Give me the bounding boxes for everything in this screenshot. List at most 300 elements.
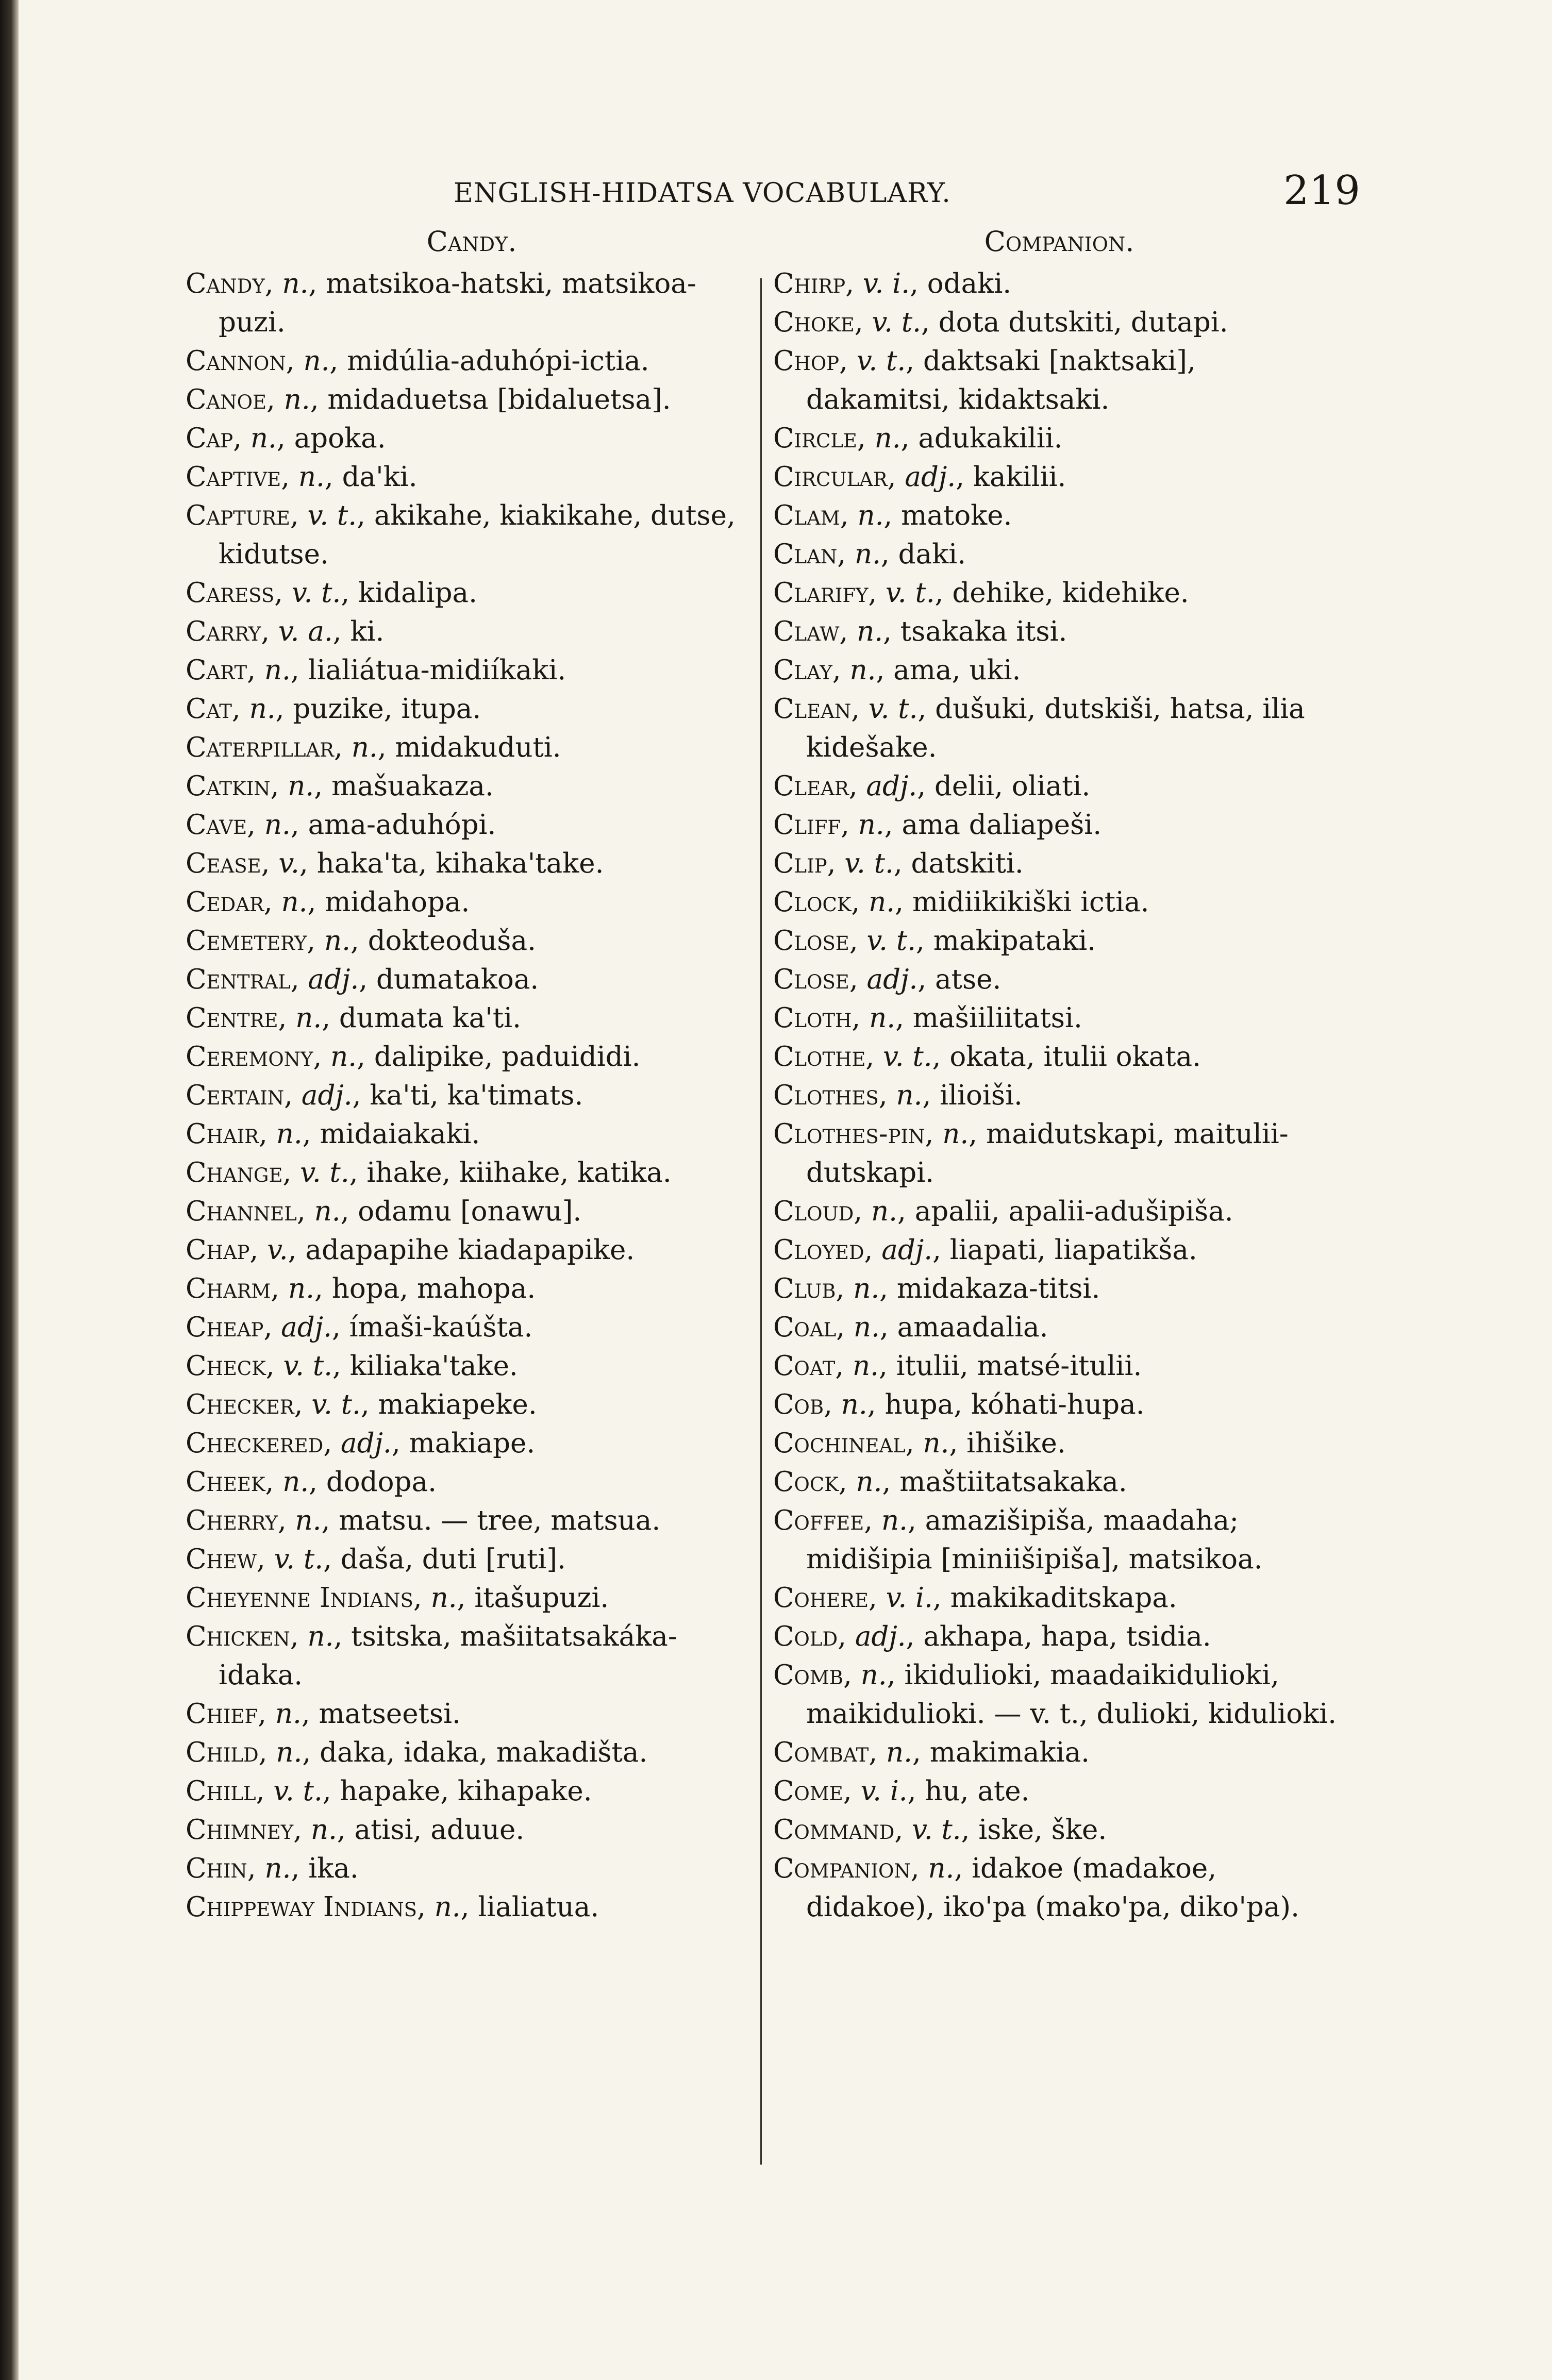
entry-part-of-speech: adj. — [855, 1621, 906, 1652]
entry-part-of-speech: n. — [264, 1853, 291, 1884]
entry-definition: odamu [onawu]. — [358, 1196, 582, 1227]
entry-definition: dota dutskiti, dutapi. — [938, 307, 1228, 338]
entry-headword: Checkered, — [186, 1428, 332, 1459]
entry-headword: Coffee, — [773, 1505, 873, 1536]
entry-part-of-speech: v. t. — [856, 345, 906, 377]
entry-definition: hapake, kihapake. — [340, 1775, 592, 1807]
guide-word-left: Candy. — [426, 225, 517, 258]
entry-headword: Cedar, — [186, 886, 273, 918]
entry-definition: ikidulioki, maadaikidulioki, maikidulioki. — v. t., dulioki, kidulioki. — [806, 1660, 1337, 1730]
entry-headword: Caress, — [186, 577, 283, 609]
entry-part-of-speech: n. — [896, 1080, 923, 1111]
entry-part-of-speech: n. — [860, 1660, 887, 1691]
entry-definition: atisi, aduue. — [354, 1814, 525, 1846]
entry-definition: midiikikiški ictia. — [912, 886, 1149, 918]
entry-part-of-speech: n. — [928, 1853, 955, 1884]
vocabulary-entry: Centre, n., dumata ka'ti. — [186, 1002, 521, 1034]
entry-headword: Check, — [186, 1350, 275, 1382]
entry-part-of-speech: v. t. — [291, 577, 341, 609]
entry-headword: Caterpillar, — [186, 732, 343, 763]
entry-part-of-speech: n. — [874, 423, 901, 454]
entry-definition: dalipike, paduididi. — [374, 1041, 641, 1072]
entry-headword: Club, — [773, 1273, 845, 1304]
entry-part-of-speech: n. — [881, 1505, 908, 1536]
entry-headword: Charm, — [186, 1273, 280, 1304]
entry-part-of-speech: n. — [314, 1196, 341, 1227]
entry-definition: adukakilii. — [918, 423, 1063, 454]
vocabulary-entry: Cedar, n., midahopa. — [186, 886, 470, 918]
entry-headword: Circular, — [773, 461, 896, 493]
vocabulary-entry: Cannon, n., midúlia-aduhópi-ictia. — [186, 345, 649, 377]
vocabulary-entry: Catkin, n., mašuakaza. — [186, 770, 494, 802]
entry-definition: dodopa. — [326, 1466, 437, 1498]
entry-definition: daki. — [898, 539, 966, 570]
entry-definition: matseetsi. — [319, 1698, 461, 1730]
entry-headword: Catkin, — [186, 770, 279, 802]
entry-part-of-speech: n. — [275, 1698, 302, 1730]
entry-headword: Clay, — [773, 655, 841, 686]
vocabulary-entry: Checker, v. t., makiapeke. — [186, 1389, 537, 1420]
entry-headword: Cannon, — [186, 345, 295, 377]
dictionary-page — [31, 0, 1552, 2380]
entry-headword: Clothe, — [773, 1041, 875, 1072]
vocabulary-entry: Comb, n., ikidulioki, maadaikidulioki, maikidulioki. — v. t., dulioki, kidulioki. — [773, 1660, 1337, 1730]
vocabulary-entry: Coal, n., amaadalia. — [773, 1312, 1048, 1343]
entry-headword: Cheap, — [186, 1312, 273, 1343]
entry-definition: ihišike. — [966, 1428, 1066, 1459]
entry-definition: ki. — [350, 616, 385, 647]
vocabulary-entry: Cherry, n., matsu. — tree, matsua. — [186, 1505, 661, 1536]
vocabulary-entry: Companion, n., idakoe (madakoe, didakoe), iko'pa (mako'pa, diko'pa). — [773, 1853, 1299, 1923]
vocabulary-entry: Cheek, n., dodopa. — [186, 1466, 437, 1498]
entry-part-of-speech: n. — [852, 1350, 879, 1382]
vocabulary-entry: Cat, n., puzike, itupa. — [186, 693, 481, 725]
entry-part-of-speech: n. — [250, 423, 277, 454]
entry-definition: midaduetsa [bidaluetsa]. — [327, 384, 671, 415]
vocabulary-entry: Clan, n., daki. — [773, 539, 966, 570]
entry-headword: Command, — [773, 1814, 904, 1846]
entry-definition: amazišipiša, maadaha; midišipia [miniišipiša], matsikoa. — [806, 1505, 1263, 1575]
entry-part-of-speech: v. t. — [307, 500, 357, 531]
entry-part-of-speech: v. t. — [300, 1157, 349, 1188]
entry-definition: dumata ka'ti. — [339, 1002, 521, 1034]
entry-part-of-speech: n. — [430, 1582, 457, 1614]
entry-part-of-speech: n. — [264, 655, 291, 686]
entry-headword: Ceremony, — [186, 1041, 322, 1072]
entry-definition: kiliaka'take. — [349, 1350, 518, 1382]
entry-headword: Clan, — [773, 539, 846, 570]
entry-definition: haka'ta, kihaka'take. — [316, 848, 604, 879]
entry-headword: Cloud, — [773, 1196, 863, 1227]
entry-headword: Cart, — [186, 655, 256, 686]
entry-headword: Change, — [186, 1157, 292, 1188]
vocabulary-entry: Chippeway Indians, n., lialiatua. — [186, 1891, 599, 1923]
right-column — [773, 219, 1345, 1926]
entry-part-of-speech: n. — [857, 616, 883, 647]
entry-headword: Cheyenne Indians, — [186, 1582, 422, 1614]
vocabulary-entry: Close, adj., atse. — [773, 964, 1002, 995]
entry-headword: Clothes-pin, — [773, 1118, 934, 1150]
entry-part-of-speech: n. — [849, 655, 876, 686]
entry-part-of-speech: n. — [288, 770, 314, 802]
entry-definition: tsitska, mašiitatsakáka-idaka. — [219, 1621, 677, 1691]
entry-definition: dehike, kidehike. — [952, 577, 1189, 609]
entry-definition: datskiti. — [911, 848, 1024, 879]
entry-definition: hupa, kóhati-hupa. — [885, 1389, 1145, 1420]
vocabulary-entry: Charm, n., hopa, mahopa. — [186, 1273, 536, 1304]
entry-part-of-speech: v. i. — [860, 1775, 908, 1807]
entry-headword: Combat, — [773, 1737, 878, 1768]
vocabulary-entry: Check, v. t., kiliaka'take. — [186, 1350, 518, 1382]
entry-headword: Cave, — [186, 809, 256, 841]
entry-part-of-speech: n. — [281, 886, 308, 918]
entry-definition: ihake, kiihake, katika. — [366, 1157, 672, 1188]
running-head: ENGLISH-HIDATSA VOCABULARY. — [454, 178, 951, 209]
entry-headword: Central, — [186, 964, 299, 995]
entry-definition: ama daliapeši. — [902, 809, 1102, 841]
vocabulary-entry: Cloyed, adj., liapati, liapatikša. — [773, 1234, 1197, 1266]
vocabulary-entry: Chimney, n., atisi, aduue. — [186, 1814, 525, 1846]
vocabulary-entry: Capture, v. t., akikahe, kiakikahe, dutse, kidutse. — [186, 500, 736, 570]
entry-definition: maštiitatsakaka. — [899, 1466, 1127, 1498]
entry-part-of-speech: n. — [942, 1118, 969, 1150]
entry-headword: Chop, — [773, 345, 848, 377]
entry-part-of-speech: adj. — [308, 964, 359, 995]
entry-part-of-speech: n. — [857, 500, 884, 531]
entry-headword: Cohere, — [773, 1582, 877, 1614]
vocabulary-entry: Claw, n., tsakaka itsi. — [773, 616, 1067, 647]
entry-part-of-speech: n. — [276, 1118, 303, 1150]
vocabulary-entry: Chicken, n., tsitska, mašiitatsakáka-idaka. — [186, 1621, 677, 1691]
entry-headword: Cease, — [186, 848, 270, 879]
entry-headword: Canoe, — [186, 384, 275, 415]
entry-headword: Cat, — [186, 693, 241, 725]
vocabulary-entry: Cemetery, n., dokteoduša. — [186, 925, 536, 957]
entry-definition: makimakia. — [929, 1737, 1090, 1768]
vocabulary-entry: Clothe, v. t., okata, itulii okata. — [773, 1041, 1201, 1072]
entry-headword: Cheek, — [186, 1466, 274, 1498]
entry-headword: Cock, — [773, 1466, 847, 1498]
vocabulary-entry: Clip, v. t., datskiti. — [773, 848, 1024, 879]
entry-headword: Coat, — [773, 1350, 844, 1382]
vocabulary-entry: Chin, n., ika. — [186, 1853, 359, 1884]
entry-definition: dušuki, dutskiši, hatsa, ilia kidešake. — [806, 693, 1305, 763]
entry-definition: da'ki. — [342, 461, 418, 493]
column-divider — [760, 278, 762, 2165]
vocabulary-entry: Chop, v. t., daktsaki [naktsaki], dakamitsi, kidaktsaki. — [773, 345, 1196, 415]
entry-part-of-speech: adj. — [881, 1234, 933, 1266]
entry-part-of-speech: v. t. — [274, 1544, 324, 1575]
entry-headword: Candy, — [186, 268, 274, 299]
vocabulary-entry: Circular, adj., kakilii. — [773, 461, 1066, 493]
entry-part-of-speech: v. t. — [283, 1350, 332, 1382]
entry-headword: Cherry, — [186, 1505, 287, 1536]
vocabulary-entry: Child, n., daka, idaka, makadišta. — [186, 1737, 648, 1768]
entry-part-of-speech: v. t. — [273, 1775, 323, 1807]
entry-definition: daša, duti [ruti]. — [340, 1544, 566, 1575]
entry-headword: Channel, — [186, 1196, 306, 1227]
vocabulary-entry: Chair, n., midaiakaki. — [186, 1118, 480, 1150]
entry-definition: mašiiliitatsi. — [912, 1002, 1082, 1034]
vocabulary-entry: Choke, v. t., dota dutskiti, dutapi. — [773, 307, 1228, 338]
entry-definition: ilioiši. — [940, 1080, 1023, 1111]
entry-definition: dokteoduša. — [368, 925, 536, 957]
entry-part-of-speech: n. — [854, 539, 881, 570]
entry-part-of-speech: n. — [310, 1814, 337, 1846]
entry-headword: Chair, — [186, 1118, 268, 1150]
entry-headword: Cliff, — [773, 809, 849, 841]
entry-definition: makipataki. — [933, 925, 1096, 957]
entry-part-of-speech: n. — [282, 1466, 309, 1498]
entry-definition: midaiakaki. — [320, 1118, 480, 1150]
entry-headword: Certain, — [186, 1080, 293, 1111]
vocabulary-entry: Club, n., midakaza-titsi. — [773, 1273, 1100, 1304]
entry-headword: Cap, — [186, 423, 242, 454]
entry-part-of-speech: adj. — [905, 461, 956, 493]
vocabulary-entry: Clay, n., ama, uki. — [773, 655, 1021, 686]
entry-headword: Chin, — [186, 1853, 256, 1884]
entry-definition: hopa, mahopa. — [331, 1273, 536, 1304]
entry-part-of-speech: n. — [298, 461, 325, 493]
entry-part-of-speech: v. — [267, 1234, 288, 1266]
entry-definition: idakoe (madakoe, didakoe), iko'pa (mako'pa, diko'pa). — [806, 1853, 1299, 1923]
entry-part-of-speech: n. — [307, 1621, 334, 1652]
entry-part-of-speech: v. i. — [862, 268, 910, 299]
vocabulary-entry: Come, v. i., hu, ate. — [773, 1775, 1030, 1807]
entry-part-of-speech: n. — [886, 1737, 913, 1768]
vocabulary-entry: Candy, n., matsikoa-hatski, matsikoa-puzi. — [186, 268, 696, 338]
entry-headword: Centre, — [186, 1002, 287, 1034]
page-number: 219 — [1283, 167, 1360, 214]
entry-definition: makiapeke. — [378, 1389, 537, 1420]
entry-part-of-speech: n. — [434, 1891, 461, 1923]
vocabulary-entry: Chill, v. t., hapake, kihapake. — [186, 1775, 592, 1807]
entry-definition: kidalipa. — [358, 577, 477, 609]
entry-part-of-speech: adj. — [866, 964, 918, 995]
entry-part-of-speech: n. — [853, 1312, 880, 1343]
entry-part-of-speech: n. — [276, 1737, 303, 1768]
vocabulary-entry: Circle, n., adukakilii. — [773, 423, 1063, 454]
entry-definition: amaadalia. — [897, 1312, 1048, 1343]
entry-headword: Cold, — [773, 1621, 846, 1652]
entry-definition: mašuakaza. — [331, 770, 494, 802]
vocabulary-entry: Certain, adj., ka'ti, ka'timats. — [186, 1080, 583, 1111]
guide-word-right: Companion. — [984, 225, 1134, 258]
entry-definition: hu, ate. — [925, 1775, 1030, 1807]
entry-definition: midakuduti. — [395, 732, 561, 763]
entry-definition: itašupuzi. — [474, 1582, 609, 1614]
entry-headword: Circle, — [773, 423, 866, 454]
entry-headword: Come, — [773, 1775, 852, 1807]
vocabulary-entry: Channel, n., odamu [onawu]. — [186, 1196, 582, 1227]
entry-definition: odaki. — [927, 268, 1012, 299]
vocabulary-entry: Clothes, n., ilioiši. — [773, 1080, 1023, 1111]
vocabulary-entry: Cold, adj., akhapa, hapa, tsidia. — [773, 1621, 1211, 1652]
entry-part-of-speech: adj. — [301, 1080, 353, 1111]
entry-part-of-speech: n. — [856, 1466, 882, 1498]
vocabulary-entry: Chap, v., adapapihe kiadapapike. — [186, 1234, 635, 1266]
entry-part-of-speech: n. — [303, 345, 330, 377]
entry-part-of-speech: n. — [869, 886, 895, 918]
vocabulary-entry: Cob, n., hupa, kóhati-hupa. — [773, 1389, 1145, 1420]
entry-definition: makiape. — [409, 1428, 536, 1459]
vocabulary-entry: Caress, v. t., kidalipa. — [186, 577, 477, 609]
entry-definition: daka, idaka, makadišta. — [320, 1737, 648, 1768]
vocabulary-entry: Coat, n., itulii, matsé-itulii. — [773, 1350, 1142, 1382]
entry-part-of-speech: v. t. — [844, 848, 894, 879]
entry-definition: kakilii. — [973, 461, 1066, 493]
entry-definition: iske, ške. — [978, 1814, 1107, 1846]
entry-headword: Clean, — [773, 693, 860, 725]
entry-headword: Close, — [773, 964, 858, 995]
entry-part-of-speech: n. — [841, 1389, 867, 1420]
entry-headword: Choke, — [773, 307, 863, 338]
vocabulary-entry: Checkered, adj., makiape. — [186, 1428, 536, 1459]
entry-headword: Chill, — [186, 1775, 265, 1807]
entry-headword: Chief, — [186, 1698, 266, 1730]
entry-part-of-speech: v. t. — [886, 577, 935, 609]
entry-part-of-speech: v. i. — [886, 1582, 933, 1614]
entry-part-of-speech: adj. — [341, 1428, 392, 1459]
vocabulary-entry: Clear, adj., delii, oliati. — [773, 770, 1091, 802]
vocabulary-entry: Cheyenne Indians, n., itašupuzi. — [186, 1582, 609, 1614]
vocabulary-entry: Clean, v. t., dušuki, dutskiši, hatsa, ilia kidešake. — [773, 693, 1305, 763]
entry-headword: Chirp, — [773, 268, 855, 299]
entry-headword: Comb, — [773, 1660, 852, 1691]
entry-headword: Capture, — [186, 500, 299, 531]
vocabulary-entry: Carry, v. a., ki. — [186, 616, 385, 647]
entry-headword: Chimney, — [186, 1814, 302, 1846]
entry-part-of-speech: v. — [278, 848, 299, 879]
entry-headword: Clip, — [773, 848, 836, 879]
entry-definition: ika. — [308, 1853, 359, 1884]
entry-definition: delii, oliati. — [934, 770, 1091, 802]
entry-part-of-speech: n. — [288, 1273, 314, 1304]
entry-part-of-speech: v. t. — [912, 1814, 961, 1846]
entry-headword: Coal, — [773, 1312, 845, 1343]
entry-definition: midakaza-titsi. — [896, 1273, 1100, 1304]
vocabulary-entry: Chief, n., matseetsi. — [186, 1698, 461, 1730]
entry-definition: okata, itulii okata. — [949, 1041, 1201, 1072]
entry-part-of-speech: v. t. — [872, 307, 922, 338]
left-column — [186, 219, 758, 1926]
vocabulary-entry: Caterpillar, n., midakuduti. — [186, 732, 561, 763]
vocabulary-entry: Cloud, n., apalii, apalii-adušipiša. — [773, 1196, 1233, 1227]
entry-part-of-speech: n. — [923, 1428, 949, 1459]
entry-part-of-speech: n. — [858, 809, 885, 841]
entry-definition: tsakaka itsi. — [900, 616, 1067, 647]
entry-headword: Clear, — [773, 770, 858, 802]
entry-headword: Close, — [773, 925, 858, 957]
vocabulary-entry: Cloth, n., mašiiliitatsi. — [773, 1002, 1082, 1034]
vocabulary-entry: Cease, v., haka'ta, kihaka'take. — [186, 848, 604, 879]
entry-definition: matoke. — [901, 500, 1012, 531]
entry-headword: Clothes, — [773, 1080, 888, 1111]
entry-part-of-speech: n. — [871, 1196, 897, 1227]
entry-part-of-speech: v. t. — [866, 925, 916, 957]
entry-part-of-speech: n. — [282, 268, 309, 299]
vocabulary-entry: Cliff, n., ama daliapeši. — [773, 809, 1102, 841]
vocabulary-entry: Cohere, v. i., makikaditskapa. — [773, 1582, 1177, 1614]
entry-definition: daktsaki [naktsaki], dakamitsi, kidaktsaki. — [806, 345, 1196, 415]
vocabulary-entry: Cap, n., apoka. — [186, 423, 386, 454]
entry-definition: apalii, apalii-adušipiša. — [914, 1196, 1233, 1227]
entry-headword: Checker, — [186, 1389, 303, 1420]
entry-headword: Clarify, — [773, 577, 877, 609]
entry-part-of-speech: n. — [351, 732, 378, 763]
vocabulary-entry: Central, adj., dumatakoa. — [186, 964, 539, 995]
vocabulary-entry: Canoe, n., midaduetsa [bidaluetsa]. — [186, 384, 671, 415]
vocabulary-entry: Coffee, n., amazišipiša, maadaha; midišipia [miniišipiša], matsikoa. — [773, 1505, 1263, 1575]
entry-headword: Child, — [186, 1737, 268, 1768]
entry-definition: adapapihe kiadapapike. — [305, 1234, 635, 1266]
entry-headword: Companion, — [773, 1853, 920, 1884]
vocabulary-entry: Clothes-pin, n., maidutskapi, maitulii-dutskapi. — [773, 1118, 1289, 1188]
vocabulary-entry: Cheap, adj., ímaši-kaúšta. — [186, 1312, 533, 1343]
vocabulary-entry: Captive, n., da'ki. — [186, 461, 418, 493]
entry-headword: Claw, — [773, 616, 848, 647]
vocabulary-entry: Clarify, v. t., dehike, kidehike. — [773, 577, 1189, 609]
entry-part-of-speech: n. — [264, 809, 291, 841]
vocabulary-entry: Cock, n., maštiitatsakaka. — [773, 1466, 1127, 1498]
vocabulary-entry: Cave, n., ama-aduhópi. — [186, 809, 496, 841]
entry-headword: Cochineal, — [773, 1428, 914, 1459]
entry-definition: matsikoa-hatski, matsikoa-puzi. — [219, 268, 696, 338]
entry-headword: Captive, — [186, 461, 290, 493]
entry-definition: ka'ti, ka'timats. — [370, 1080, 583, 1111]
entry-definition: midúlia-aduhópi-ictia. — [347, 345, 649, 377]
vocabulary-entry: Clam, n., matoke. — [773, 500, 1012, 531]
vocabulary-entry: Command, v. t., iske, ške. — [773, 1814, 1107, 1846]
entry-definition: ama-aduhópi. — [308, 809, 496, 841]
entry-headword: Clock, — [773, 886, 860, 918]
entry-definition: midahopa. — [325, 886, 470, 918]
entry-part-of-speech: v. a. — [278, 616, 333, 647]
entry-part-of-speech: n. — [869, 1002, 896, 1034]
entry-part-of-speech: v. t. — [883, 1041, 932, 1072]
entry-part-of-speech: v. t. — [311, 1389, 361, 1420]
entry-definition: makikaditskapa. — [950, 1582, 1177, 1614]
entry-definition: dumatakoa. — [376, 964, 539, 995]
entry-part-of-speech: v. t. — [868, 693, 918, 725]
entry-definition: apoka. — [294, 423, 386, 454]
entry-definition: ama, uki. — [893, 655, 1021, 686]
entry-headword: Carry, — [186, 616, 270, 647]
entry-part-of-speech: n. — [295, 1002, 322, 1034]
vocabulary-entry: Close, v. t., makipataki. — [773, 925, 1096, 957]
entry-headword: Chicken, — [186, 1621, 299, 1652]
entry-part-of-speech: n. — [853, 1273, 880, 1304]
vocabulary-entry: Cart, n., lialiátua-midiíkaki. — [186, 655, 566, 686]
entry-definition: atse. — [935, 964, 1002, 995]
entry-headword: Chew, — [186, 1544, 265, 1575]
book-spine-shadow — [0, 0, 19, 2380]
vocabulary-entry: Cochineal, n., ihišike. — [773, 1428, 1066, 1459]
entry-headword: Cob, — [773, 1389, 832, 1420]
entry-definition: puzike, itupa. — [293, 693, 481, 725]
entry-headword: Chippeway Indians, — [186, 1891, 426, 1923]
entry-definition: ímaši-kaúšta. — [349, 1312, 533, 1343]
entry-part-of-speech: n. — [324, 925, 351, 957]
entry-definition: itulii, matsé-itulii. — [896, 1350, 1142, 1382]
entry-definition: lialiatua. — [478, 1891, 599, 1923]
entry-definition: maidutskapi, maitulii-dutskapi. — [806, 1118, 1289, 1188]
vocabulary-entry: Ceremony, n., dalipike, paduididi. — [186, 1041, 641, 1072]
vocabulary-entry: Chew, v. t., daša, duti [ruti]. — [186, 1544, 566, 1575]
vocabulary-entry: Clock, n., midiikikiški ictia. — [773, 886, 1149, 918]
entry-part-of-speech: n. — [249, 693, 276, 725]
entry-headword: Cloyed, — [773, 1234, 873, 1266]
